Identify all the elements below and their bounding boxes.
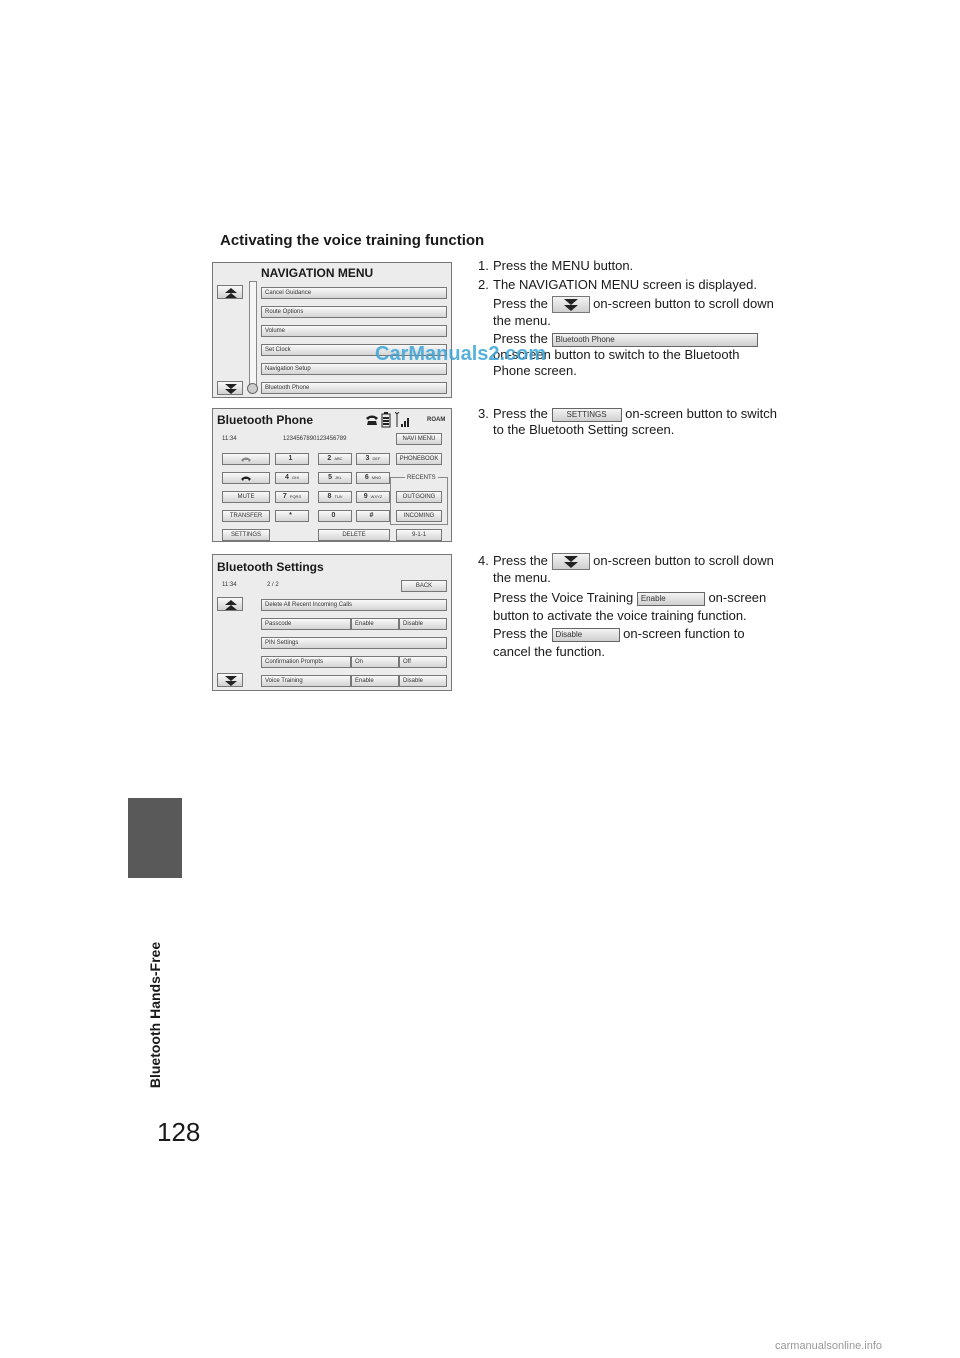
step-text: Press the [493, 406, 548, 421]
incoming-button[interactable]: INCOMING [396, 510, 442, 522]
enable-button-illustration: Enable [637, 592, 705, 606]
scroll-down-button-illustration [552, 553, 590, 570]
screen-title: Bluetooth Settings [217, 560, 324, 574]
scroll-down-icon [223, 675, 239, 687]
battery-icon [381, 412, 391, 428]
key-digit: 0 [331, 512, 336, 519]
back-button[interactable]: BACK [401, 580, 447, 592]
key-digit: 9 [363, 493, 368, 500]
recents-label: RECENTS [407, 475, 436, 481]
keypad-key[interactable] [275, 510, 309, 522]
key-digit: 3 [365, 455, 370, 462]
voice-training-disable-button[interactable]: Disable [399, 675, 447, 687]
scroll-down-button-illustration [552, 296, 590, 313]
delete-incoming-calls-button[interactable]: Delete All Recent Incoming Calls [261, 599, 447, 611]
end-call-button[interactable] [222, 453, 270, 465]
scrollbar-knob[interactable] [247, 383, 258, 394]
step-text: on-screen button to switch to the Bluetooth Phone screen. [493, 347, 740, 379]
section-tab [128, 798, 182, 878]
step-number: 3. [478, 406, 489, 421]
section-heading: Activating the voice training function [220, 232, 485, 249]
menu-item-cancel-guidance[interactable]: Cancel Guidance [261, 287, 447, 299]
outgoing-button[interactable]: OUTGOING [396, 491, 442, 503]
scroll-up-button[interactable] [217, 597, 243, 611]
step-number: 2. [478, 277, 489, 292]
voice-training-enable-button[interactable]: Enable [351, 675, 399, 687]
menu-item-volume[interactable]: Volume [261, 325, 447, 337]
confirmation-on-button[interactable]: On [351, 656, 399, 668]
confirmation-off-button[interactable]: Off [399, 656, 447, 668]
scroll-down-button[interactable] [217, 381, 243, 395]
keypad-key[interactable] [356, 491, 390, 503]
step-text: on-screen button to switch to the Bluetooth Setting screen. [493, 406, 777, 437]
emergency-button[interactable]: 9-1-1 [396, 529, 442, 541]
keypad-key[interactable] [356, 510, 390, 522]
key-letters: GHI [291, 475, 300, 480]
key-digit: 7 [282, 493, 287, 500]
signal-strength-icon [395, 412, 411, 428]
key-digit: 2 [327, 455, 332, 462]
menu-item-route-options[interactable]: Route Options [261, 306, 447, 318]
confirmation-prompts-label: Confirmation Prompts [261, 656, 351, 668]
step-text: on-screen button to scroll down the menu. [493, 296, 774, 329]
scrollbar-track[interactable] [249, 281, 257, 389]
scroll-down-icon [223, 383, 239, 395]
keypad-key[interactable] [275, 453, 309, 465]
settings-button-illustration: SETTINGS [552, 408, 622, 422]
keypad-key[interactable] [318, 510, 352, 522]
menu-item-set-clock[interactable]: Set Clock [261, 344, 447, 356]
keypad-key[interactable] [356, 453, 390, 465]
section-label: Bluetooth Hands-Free [147, 941, 163, 1089]
scroll-up-icon [223, 287, 239, 299]
step-text: on-screen button to scroll down the menu. [493, 553, 774, 586]
roam-indicator: ROAM [427, 417, 446, 423]
keypad-key[interactable] [275, 472, 309, 484]
navigation-menu-screen [212, 262, 452, 398]
key-digit: # [369, 512, 374, 519]
scroll-down-icon [562, 298, 580, 312]
step-number: 4. [478, 553, 489, 568]
step-text: on-screen button to activate the voice training function. Press the [493, 590, 767, 642]
passcode-enable-button[interactable]: Enable [351, 618, 399, 630]
key-digit: * [289, 512, 292, 519]
keypad-key[interactable] [356, 472, 390, 484]
key-digit: 8 [327, 493, 332, 500]
clock: 11:34 [222, 582, 237, 588]
menu-item-navigation-setup[interactable]: Navigation Setup [261, 363, 447, 375]
key-digit: 5 [328, 474, 332, 481]
step-text: Press the [493, 553, 548, 568]
step-text: The NAVIGATION MENU screen is displayed. [493, 277, 757, 292]
key-letters: JKL [335, 475, 342, 480]
pin-settings-button[interactable]: PIN Settings [261, 637, 447, 649]
clock: 11:34 [222, 436, 237, 442]
scroll-down-icon [562, 555, 580, 569]
page-indicator: 2 / 2 [267, 582, 279, 588]
mute-button[interactable]: MUTE [222, 491, 270, 503]
key-digit: 6 [364, 474, 369, 481]
phone-icon [365, 414, 379, 426]
screen-title: NAVIGATION MENU [261, 266, 374, 280]
keypad-key[interactable] [318, 491, 352, 503]
step-4 [478, 553, 778, 661]
step-number: 1. [478, 258, 489, 273]
footer-watermark: carmanualsonline.info [775, 1340, 883, 1352]
keypad-key[interactable] [318, 453, 352, 465]
end-call-icon [240, 455, 252, 463]
step-text: on-screen function to cancel the function. [493, 626, 745, 660]
key-letters: WXYZ [370, 494, 383, 499]
voice-training-label: Voice Training [261, 675, 351, 687]
key-letters: MNO [371, 475, 382, 480]
screen-title: Bluetooth Phone [217, 413, 313, 427]
passcode-label: Passcode [261, 618, 351, 630]
send-call-icon [240, 474, 252, 482]
step-text: Press the MENU button. [493, 258, 634, 273]
scroll-down-button[interactable] [217, 673, 243, 687]
keypad-key[interactable] [318, 472, 352, 484]
bluetooth-phone-screen [212, 408, 452, 542]
watermark: CarManuals2.com [375, 343, 547, 365]
key-letters: PQRS [289, 494, 302, 499]
step-text: Press the Voice Training [493, 590, 634, 606]
bluetooth-phone-button-illustration: Bluetooth Phone [552, 333, 758, 347]
keypad-key[interactable] [275, 491, 309, 503]
navi-menu-button[interactable]: NAVI MENU [396, 433, 442, 445]
dialed-number: 1234567890123456789 [283, 436, 347, 442]
scroll-up-button[interactable] [217, 285, 243, 299]
transfer-button[interactable]: TRANSFER [222, 510, 270, 522]
step-3 [478, 406, 778, 438]
bluetooth-settings-screen [212, 554, 452, 691]
send-call-button[interactable] [222, 472, 270, 484]
key-digit: 1 [288, 455, 293, 462]
key-digit: 4 [284, 474, 289, 481]
key-letters: DEF [372, 456, 381, 461]
settings-button[interactable]: SETTINGS [222, 529, 270, 541]
disable-button-illustration: Disable [552, 628, 620, 642]
scroll-up-icon [223, 599, 239, 611]
passcode-disable-button[interactable]: Disable [399, 618, 447, 630]
step-1 [478, 258, 778, 274]
page-number: 128 [157, 1117, 201, 1147]
step-text: Press the [493, 296, 548, 311]
phonebook-button[interactable]: PHONEBOOK [396, 453, 442, 465]
key-letters: TUV [334, 494, 343, 499]
key-letters: ABC [334, 456, 343, 461]
delete-button[interactable]: DELETE [318, 529, 390, 541]
step-text: Press the [493, 331, 548, 347]
menu-item-bluetooth-phone[interactable]: Bluetooth Phone [261, 382, 447, 394]
